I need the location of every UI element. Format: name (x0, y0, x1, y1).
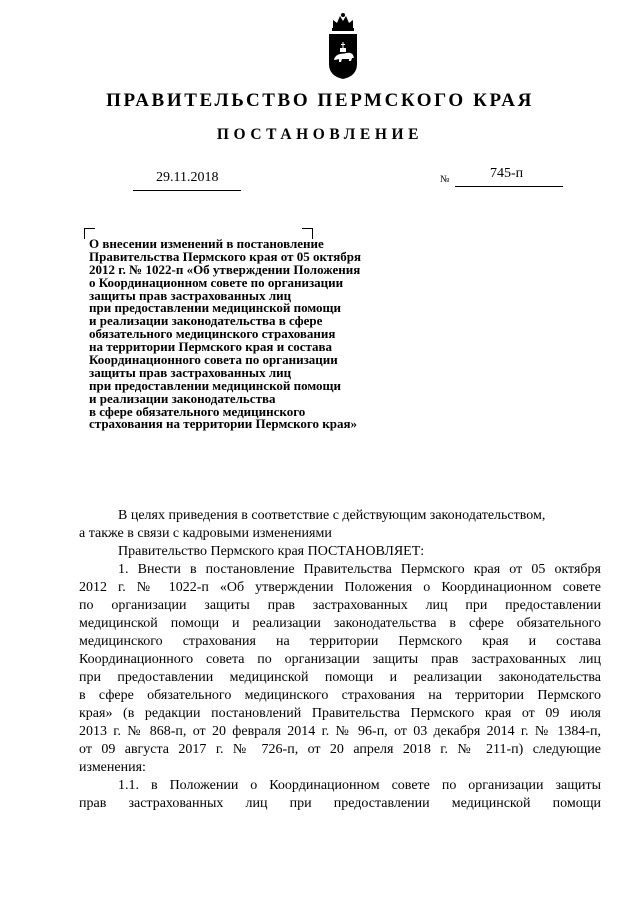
number-field (455, 166, 563, 187)
subject-line: Правительства Пермского края от 05 октября (89, 248, 362, 264)
paragraph-line: от 09 августа 2017 г. № 726-п, от 20 апреля 2018 г. № 211-п) следующие (79, 742, 601, 757)
paragraph-line: медицинской помощи и реализации законодательства в сфере обязательного (79, 616, 601, 631)
paragraph-line: по организации защиты прав застрахованных лиц при предоставлении (79, 598, 601, 613)
document-number: 745-п (490, 166, 524, 181)
document-date: 29.11.2018 (156, 170, 219, 185)
subject-line: при предоставлении медицинской помощи (89, 377, 342, 393)
paragraph-line: 1. Внести в постановление Правительства Пермского края от 05 октября (118, 562, 601, 577)
subject-line: защиты прав застрахованных лиц (89, 364, 292, 380)
subject-line: и реализации законодательства (89, 390, 276, 406)
paragraph-line: Правительство Пермского края ПОСТАНОВЛЯЕТ: (118, 544, 425, 559)
subject-line: Координационного совета по организации (89, 352, 338, 368)
paragraph-line: Координационного совета по организации защиты прав застрахованных лиц (79, 652, 601, 667)
paragraph-line: а также в связи с кадровыми изменениями (79, 526, 332, 541)
date-field (133, 170, 241, 191)
subject-line: на территории Пермского края и состава (89, 339, 333, 355)
document-body (79, 507, 601, 813)
subject-line: обязательного медицинского страхования (89, 326, 336, 342)
government-title: ПРАВИТЕЛЬСТВО ПЕРМСКОГО КРАЯ (106, 90, 534, 111)
coat-of-arms-icon (325, 12, 361, 80)
document-subject (89, 238, 361, 431)
subject-line: о Координационном совете по организации (89, 274, 344, 290)
paragraph-line: в сфере обязательного медицинского страхования на территории Пермского (79, 688, 601, 703)
number-label: № (440, 174, 450, 185)
paragraph-line: изменения: (79, 760, 146, 775)
paragraph-line: при предоставлении медицинской помощи и реализации законодательства (79, 670, 601, 685)
subject-line: О внесении изменений в постановление (89, 236, 324, 251)
paragraph-line: медицинского страхования на территории Пермского края и состава (79, 634, 601, 649)
paragraph-line: прав застрахованных лиц при предоставлении медицинской помощи (79, 796, 601, 811)
subject-line: при предоставлении медицинской помощи (89, 300, 342, 316)
subject-line: в сфере обязательного медицинского (89, 403, 306, 419)
document-type: ПОСТАНОВЛЕНИЕ (216, 126, 424, 143)
subject-line: защиты прав застрахованных лиц (89, 287, 292, 303)
subject-line: и реализации законодательства в сфере (89, 313, 323, 329)
paragraph-line: 2013 г. № 868-п, от 20 февраля 2014 г. № 96-п, от 03 декабря 2014 г. № 1384-п, (79, 724, 601, 739)
paragraph-line: края» (в редакции постановлений Правительства Пермского края от 09 июля (79, 706, 601, 721)
paragraph-line: 2012 г. № 1022-п «Об утверждении Положения о Координационном совете (79, 580, 601, 595)
paragraph-line: В целях приведения в соответствие с действующим законодательством, (118, 508, 546, 523)
subject-line: страхования на территории Пермского края» (89, 416, 357, 432)
paragraph-line: 1.1. в Положении о Координационном совете по организации защиты (118, 778, 601, 793)
subject-line: 2012 г. № 1022-п «Об утверждении Положения (89, 261, 361, 277)
